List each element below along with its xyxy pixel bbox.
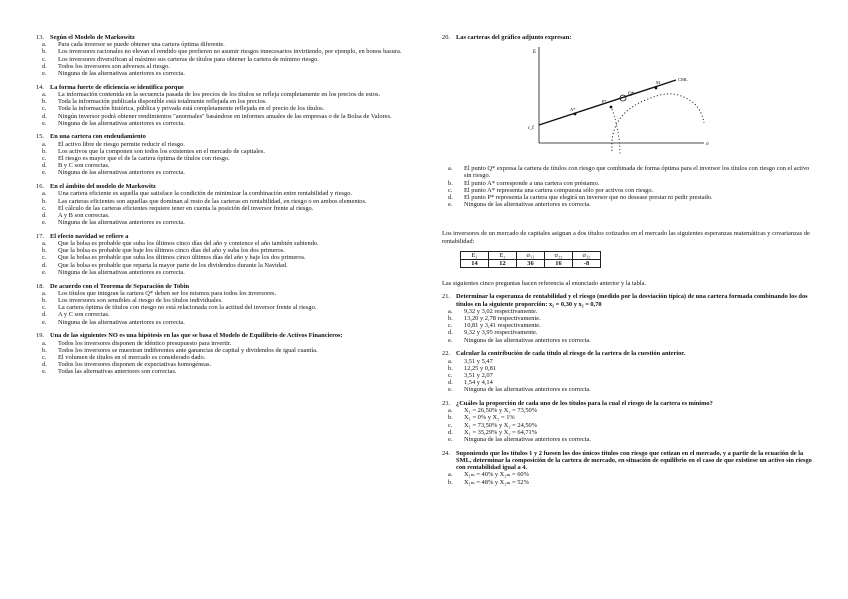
answer-option[interactable] bbox=[36, 240, 408, 247]
question-number: 16. bbox=[36, 183, 44, 191]
option-text: Ninguna de las alternativas anteriores es correcta. bbox=[464, 386, 591, 394]
question-header bbox=[36, 84, 408, 91]
option-letter: a. bbox=[42, 339, 47, 347]
option-letter: a. bbox=[42, 90, 47, 98]
answer-option[interactable] bbox=[442, 414, 814, 421]
option-letter: b. bbox=[448, 315, 453, 323]
question-title: En una cartera con endeudamiento bbox=[50, 133, 146, 141]
chart-svg bbox=[442, 43, 814, 161]
option-letter: e. bbox=[42, 70, 47, 78]
option-letter: c. bbox=[42, 55, 47, 63]
option-text: Los inversores racionales no elevan el rendido que prefieren no asumir riesgos innecesarios invirtiendo, por ejemplo, en bonos basura. bbox=[58, 48, 402, 56]
option-letter: d. bbox=[42, 162, 47, 170]
table-value-cell: 36 bbox=[517, 260, 545, 268]
option-text: Ninguna de las alternativas anteriores es correcta. bbox=[58, 219, 185, 227]
question-header bbox=[36, 133, 408, 140]
question-20-options bbox=[442, 165, 814, 208]
option-text: Los títulos que integran la cartera Q* deben ser los mismos para todos los inversores. bbox=[58, 289, 277, 297]
question-title: Suponiendo que los títulos 1 y 2 fuesen los dos únicos títulos con riesgo que cotizan en el mercado, y a partir de la ecuación de la SML, determinar la composición de la cartera de mercado, en situación de equilibrio en el caso de que existiese un activo sin riesgo con rentabilidad igual a 4. bbox=[456, 449, 812, 472]
option-text: Toda la información histórica, pública y privada está completamente reflejada en el precio de los títulos. bbox=[58, 105, 325, 113]
answer-option[interactable] bbox=[36, 141, 408, 148]
question-title: Calcular la contribución de cada título al riesgo de la cartera de la cuestión anterior. bbox=[456, 350, 686, 358]
option-letter: d. bbox=[42, 361, 47, 369]
option-letter: a. bbox=[448, 471, 453, 479]
option-text: Todos los inversores se muestran indiferentes ante ganancias de capital y dividendos de igual cuantía. bbox=[58, 346, 318, 354]
question-title: ¿Cuáles la proporción de cada uno de los títulos para la cual el riesgo de la cartera es mínimo? bbox=[456, 400, 713, 408]
question-13 bbox=[36, 34, 408, 77]
answer-option[interactable] bbox=[36, 56, 408, 63]
question-19 bbox=[36, 332, 408, 375]
option-letter: c. bbox=[42, 155, 47, 163]
reference-note: Las siguientes cinco preguntas hacen referencia al enunciado anterior y la tabla. bbox=[442, 280, 647, 288]
question-number: 18. bbox=[36, 282, 44, 290]
answer-option[interactable] bbox=[442, 337, 814, 344]
answer-option[interactable] bbox=[36, 347, 408, 354]
returns-table bbox=[460, 251, 601, 268]
option-text: A y C son correctas. bbox=[58, 311, 110, 319]
answer-option[interactable] bbox=[36, 41, 408, 48]
question-header bbox=[36, 34, 408, 41]
option-letter: e. bbox=[448, 201, 453, 209]
answer-option[interactable] bbox=[442, 365, 814, 372]
question-header bbox=[442, 400, 814, 407]
option-letter: c. bbox=[42, 304, 47, 312]
option-letter: e. bbox=[448, 336, 453, 344]
option-letter: e. bbox=[42, 268, 47, 276]
option-letter: e. bbox=[42, 119, 47, 127]
option-text: La información contenida en la secuencia pasada de los precios de los títulos se refleja completamente en los precios de estos. bbox=[58, 90, 381, 98]
answer-option[interactable] bbox=[36, 219, 408, 226]
label-a: A* bbox=[570, 107, 576, 113]
answer-option[interactable] bbox=[442, 315, 814, 322]
option-text: B y C son correctas. bbox=[58, 162, 110, 170]
option-letter: c. bbox=[42, 105, 47, 113]
table-header-cell: E₁ bbox=[461, 251, 489, 259]
option-letter: d. bbox=[448, 329, 453, 337]
question-title: En el ámbito del modelo de Markowitz bbox=[50, 183, 156, 191]
question-24 bbox=[442, 450, 814, 486]
answer-option[interactable] bbox=[442, 429, 814, 436]
option-text: 1,54 y 4,14 bbox=[464, 379, 493, 387]
option-text: 13,20 y 2,78 respectivamente. bbox=[464, 315, 541, 323]
option-text: El punto P* representa la cartera que elegirá un inversor que no desease prestar ni pedir prestado. bbox=[464, 194, 713, 202]
answer-option[interactable] bbox=[36, 105, 408, 112]
answer-option[interactable] bbox=[36, 269, 408, 276]
option-letter: d. bbox=[42, 311, 47, 319]
option-letter: b. bbox=[42, 98, 47, 106]
option-letter: a. bbox=[42, 289, 47, 297]
option-letter: e. bbox=[448, 436, 453, 444]
option-letter: a. bbox=[448, 165, 453, 173]
option-letter: a. bbox=[42, 240, 47, 248]
option-text: Ninguna de las alternativas anteriores es correcta. bbox=[464, 336, 591, 344]
option-letter: b. bbox=[448, 414, 453, 422]
option-letter: b. bbox=[448, 364, 453, 372]
option-text: 10,81 y 3,41 respectivamente. bbox=[464, 322, 541, 330]
question-header bbox=[36, 283, 408, 290]
answer-option[interactable] bbox=[36, 198, 408, 205]
answer-option[interactable] bbox=[36, 48, 408, 55]
option-text: Todos los inversores disponen de expectativas homogéneas. bbox=[58, 361, 212, 369]
question-header bbox=[36, 233, 408, 240]
answer-option[interactable] bbox=[442, 194, 814, 201]
option-letter: e. bbox=[42, 219, 47, 227]
left-column bbox=[36, 34, 408, 382]
answer-option[interactable] bbox=[442, 180, 814, 187]
option-text: El punto A* corresponde a una cartera con préstamo. bbox=[464, 179, 600, 187]
option-text: Los inversores diversifican al máximo sus carteras de títulos para obtener la cartera de mínimo riesgo. bbox=[58, 55, 319, 63]
table-value-cell: 14 bbox=[461, 260, 489, 268]
option-text: X₁ = 26,50% y X₂ = 73,50% bbox=[464, 407, 538, 415]
table-header-row bbox=[461, 251, 601, 259]
option-text: X₁ = 35,29% y X₂ = 64,71% bbox=[464, 428, 538, 436]
option-text: El cálculo de las carteras eficientes requiere tener en cuenta la posición del inversor frente al riesgo. bbox=[58, 204, 314, 212]
option-text: La cartera óptima de títulos con riesgo no está relacionada con la actitud del inversor frente al riesgo. bbox=[58, 304, 317, 312]
option-text: El riesgo es mayor que el de la cartera óptima de títulos con riesgo. bbox=[58, 155, 230, 163]
answer-option[interactable] bbox=[36, 148, 408, 155]
option-letter: b. bbox=[42, 147, 47, 155]
option-letter: c. bbox=[42, 204, 47, 212]
option-letter: d. bbox=[42, 261, 47, 269]
label-m: M bbox=[656, 80, 661, 86]
option-text: X₁ₘ = 48% y X₂ₘ = 52% bbox=[464, 478, 529, 486]
option-letter: a. bbox=[448, 407, 453, 415]
answer-option[interactable] bbox=[36, 169, 408, 176]
answer-option[interactable] bbox=[36, 155, 408, 162]
option-text: Los inversores son sensibles al riesgo de los títulos individuales. bbox=[58, 297, 223, 304]
option-letter: d. bbox=[42, 112, 47, 120]
option-text: 9,32 y 3,95 respectivamente. bbox=[464, 329, 538, 337]
question-number: 19. bbox=[36, 332, 44, 340]
answer-option[interactable] bbox=[442, 379, 814, 386]
option-letter: b. bbox=[448, 478, 453, 486]
table-value-cell: -8 bbox=[573, 260, 601, 268]
answer-option[interactable] bbox=[36, 319, 408, 326]
option-text: El volumen de títulos en el mercado es considerado dado. bbox=[58, 353, 206, 361]
question-number: 14. bbox=[36, 83, 44, 91]
option-text: Ninguna de las alternativas anteriores es correcta. bbox=[58, 318, 185, 326]
table-header-cell: σ₁₁ bbox=[517, 251, 545, 259]
question-number: 24. bbox=[442, 449, 450, 457]
option-letter: c. bbox=[448, 421, 453, 429]
option-letter: d. bbox=[448, 379, 453, 387]
answer-option[interactable] bbox=[442, 479, 814, 486]
answer-option[interactable] bbox=[442, 386, 814, 393]
answer-option[interactable] bbox=[36, 70, 408, 77]
answer-option[interactable] bbox=[36, 120, 408, 127]
answer-option[interactable] bbox=[36, 290, 408, 297]
option-text: El activo libre de riesgo permite reducir el riesgo. bbox=[58, 140, 185, 148]
option-text: A y B son correctas. bbox=[58, 211, 110, 219]
answer-option[interactable] bbox=[442, 407, 814, 414]
option-text: Todos los inversores disponen de idéntico presupuesto para invertir. bbox=[58, 339, 232, 347]
label-rf: r_f bbox=[528, 126, 534, 132]
question-header bbox=[442, 450, 814, 472]
question-header bbox=[442, 34, 814, 41]
question-title: La forma fuerte de eficiencia se identifica porque bbox=[50, 83, 184, 91]
table-value-cell: 12 bbox=[489, 260, 517, 268]
option-text: Una cartera eficiente es aquella que satisface la condición de minimizar la combinación entre rentabilidad y riesgo. bbox=[58, 190, 353, 198]
question-17 bbox=[36, 233, 408, 276]
label-x-axis: σ bbox=[706, 142, 709, 148]
option-letter: c. bbox=[42, 254, 47, 262]
option-text: Ninguna de las alternativas anteriores es correcta. bbox=[58, 70, 185, 78]
answer-option[interactable] bbox=[36, 368, 408, 375]
option-letter: d. bbox=[42, 62, 47, 70]
question-number: 21. bbox=[442, 293, 450, 301]
right-column bbox=[442, 34, 814, 492]
answer-option[interactable] bbox=[36, 304, 408, 311]
option-letter: b. bbox=[42, 48, 47, 56]
intro-paragraph: Los inversores de un mercado de capitales asignan a dos títulos cotizados en el mercado las siguientes esperanzas matemáticas y covarianzas de rentabilidad: bbox=[442, 230, 810, 245]
question-header bbox=[442, 293, 814, 307]
option-letter: a. bbox=[448, 307, 453, 315]
answer-option[interactable] bbox=[442, 165, 814, 179]
answer-option[interactable] bbox=[442, 187, 814, 194]
question-14 bbox=[36, 84, 408, 127]
question-15 bbox=[36, 133, 408, 176]
option-text: Ninguna de las alternativas anteriores es correcta. bbox=[464, 436, 591, 444]
question-20 bbox=[442, 34, 814, 41]
efficient-frontier bbox=[612, 94, 704, 151]
option-text: Ningún inversor podrá obtener rendimientos "anormales" basándose en informes anuales de las empresas o de la Bolsa de Valores. bbox=[58, 112, 392, 120]
answer-option[interactable] bbox=[442, 358, 814, 365]
option-text: Que la bolsa es probable que suba los últimos cinco días del año y comience el año también subiendo. bbox=[58, 240, 319, 248]
option-letter: c. bbox=[448, 186, 453, 194]
answer-option[interactable] bbox=[36, 205, 408, 212]
answer-option[interactable] bbox=[36, 361, 408, 368]
option-text: Las carteras eficientes son aquellas que dominan al resto de las carteras en rentabilidad, en riesgo o en ambos elementos. bbox=[58, 197, 367, 205]
question-title: El efecto navidad se refiere a bbox=[50, 232, 129, 240]
question-title: Según el Modelo de Markowitz bbox=[50, 34, 135, 41]
answer-option[interactable] bbox=[36, 254, 408, 261]
right-questions bbox=[442, 293, 814, 485]
table-header-cell: E₂ bbox=[489, 251, 517, 259]
answer-option[interactable] bbox=[36, 91, 408, 98]
option-letter: d. bbox=[42, 211, 47, 219]
option-text: Ninguna de las alternativas anteriores es correcta. bbox=[464, 201, 591, 209]
question-number: 20. bbox=[442, 34, 450, 41]
label-y-axis: E bbox=[533, 50, 537, 56]
option-text: Para cada inversor se puede obtener una cartera óptima diferente. bbox=[58, 41, 225, 49]
option-text: Ninguna de las alternativas anteriores es correcta. bbox=[58, 268, 185, 276]
option-letter: a. bbox=[42, 140, 47, 148]
option-letter: d. bbox=[448, 194, 453, 202]
option-text: Ninguna de las alternativas anteriores es correcta. bbox=[58, 169, 185, 177]
answer-option[interactable] bbox=[442, 372, 814, 379]
option-letter: a. bbox=[42, 190, 47, 198]
answer-option[interactable] bbox=[36, 247, 408, 254]
answer-option[interactable] bbox=[36, 190, 408, 197]
point-a bbox=[574, 113, 577, 116]
option-letter: b. bbox=[448, 179, 453, 187]
option-letter: e. bbox=[448, 386, 453, 394]
option-letter: b. bbox=[42, 297, 47, 304]
option-letter: c. bbox=[42, 353, 47, 361]
label-q: Q* bbox=[628, 92, 635, 98]
answer-option[interactable] bbox=[442, 436, 814, 443]
question-title: Una de las siguientes NO es una hipótesis en las que se basa el Modelo de Equilibrio de Activos Financieros: bbox=[50, 332, 343, 340]
option-letter: e. bbox=[42, 169, 47, 177]
label-cml: CML bbox=[678, 77, 688, 83]
option-text: Que la bolsa es probable que reparta la mayor parte de los dividendos durante la Navidad. bbox=[58, 261, 288, 269]
option-text: 12,25 y 0,81 bbox=[464, 364, 496, 372]
question-number: 17. bbox=[36, 232, 44, 240]
option-text: Los activos que la componen son todos los existentes en el mercado de capitales. bbox=[58, 147, 265, 155]
question-23 bbox=[442, 400, 814, 443]
answer-option[interactable] bbox=[442, 329, 814, 336]
option-text: Que la bolsa es probable que suba los últimos cinco últimos días del año y baje los dos primeros. bbox=[58, 254, 306, 262]
answer-option[interactable] bbox=[36, 354, 408, 361]
answer-option[interactable] bbox=[36, 212, 408, 219]
question-header bbox=[36, 332, 408, 339]
table-values-row bbox=[461, 260, 601, 268]
option-letter: c. bbox=[448, 322, 453, 330]
option-text: El punto Q* expresa la cartera de títulos con riesgo que combinada de forma óptima para el inversor los títulos con riesgo con el activo sin riesgo. bbox=[464, 165, 810, 180]
answer-option[interactable] bbox=[36, 340, 408, 347]
answer-option[interactable] bbox=[36, 297, 408, 304]
question-22 bbox=[442, 350, 814, 393]
point-p bbox=[610, 106, 613, 109]
option-text: X₁ₘ = 40% y X₂ₘ = 60% bbox=[464, 471, 529, 479]
option-letter: a. bbox=[448, 357, 453, 365]
answer-option[interactable] bbox=[36, 262, 408, 269]
option-text: Ninguna de las alternativas anteriores es correcta. bbox=[58, 119, 185, 127]
option-letter: d. bbox=[448, 428, 453, 436]
option-text: X₁ = 0% y X₂ = 1% bbox=[464, 414, 515, 422]
option-letter: b. bbox=[42, 247, 47, 255]
option-text: Que la bolsa es probable que baje los últimos cinco días del año y suba los dos primeros. bbox=[58, 247, 285, 255]
point-m bbox=[655, 87, 658, 90]
cml-chart bbox=[442, 43, 814, 161]
question-number: 22. bbox=[442, 350, 450, 358]
question-header bbox=[442, 350, 814, 357]
table-header-cell: σ₂₂ bbox=[545, 251, 573, 259]
question-21 bbox=[442, 293, 814, 343]
option-text: Todos los inversores son adversos al riesgo. bbox=[58, 62, 170, 70]
option-letter: e. bbox=[42, 368, 47, 376]
option-text: Toda la información publicada disponible está totalmente reflejada en los precios. bbox=[58, 98, 267, 106]
table-value-cell: 16 bbox=[545, 260, 573, 268]
answer-option[interactable] bbox=[442, 471, 814, 478]
table-header-cell: σ₁₂ bbox=[573, 251, 601, 259]
answer-option[interactable] bbox=[442, 201, 814, 208]
answer-option[interactable] bbox=[36, 63, 408, 70]
option-text: Todas las alternativas anteriores son correctas. bbox=[58, 368, 177, 376]
question-16 bbox=[36, 183, 408, 226]
question-header bbox=[36, 183, 408, 190]
option-text: El punto A* representa una cartera compuesta sólo por activos con riesgo. bbox=[464, 186, 654, 194]
option-text: X₁ = 73,50% y X₂ = 24,50% bbox=[464, 421, 538, 429]
option-letter: c. bbox=[448, 371, 453, 379]
option-letter: a. bbox=[42, 41, 47, 49]
option-text: 3,51 y 5,47 bbox=[464, 357, 493, 365]
option-letter: e. bbox=[42, 318, 47, 326]
option-text: 9,32 y 3,02 respectivamente. bbox=[464, 307, 538, 315]
label-p: P* bbox=[602, 99, 607, 105]
answer-option[interactable] bbox=[442, 422, 814, 429]
question-title: Las carteras del gráfico adjunto expresan: bbox=[456, 34, 572, 41]
answer-option[interactable] bbox=[442, 322, 814, 329]
option-text: 3,51 y 2,07 bbox=[464, 371, 493, 379]
answer-option[interactable] bbox=[36, 162, 408, 169]
answer-option[interactable] bbox=[36, 98, 408, 105]
question-number: 23. bbox=[442, 400, 450, 408]
dotted-guide bbox=[612, 109, 620, 155]
answer-option[interactable] bbox=[36, 113, 408, 120]
option-letter: b. bbox=[42, 346, 47, 354]
question-number: 13. bbox=[36, 34, 44, 41]
question-title: De acuerdo con el Teorema de Separación de Tobin bbox=[50, 282, 190, 290]
question-number: 15. bbox=[36, 133, 44, 141]
answer-option[interactable] bbox=[36, 311, 408, 318]
question-title: Determinar la esperanza de rentabilidad y el riesgo (medido por la desviación típica) de una cartera formada combinando los dos títulos en la siguiente proporción: x₁ = 0,30 y x₂ = 0,70 bbox=[456, 293, 808, 308]
question-18 bbox=[36, 283, 408, 326]
answer-option[interactable] bbox=[442, 308, 814, 315]
option-letter: b. bbox=[42, 197, 47, 205]
